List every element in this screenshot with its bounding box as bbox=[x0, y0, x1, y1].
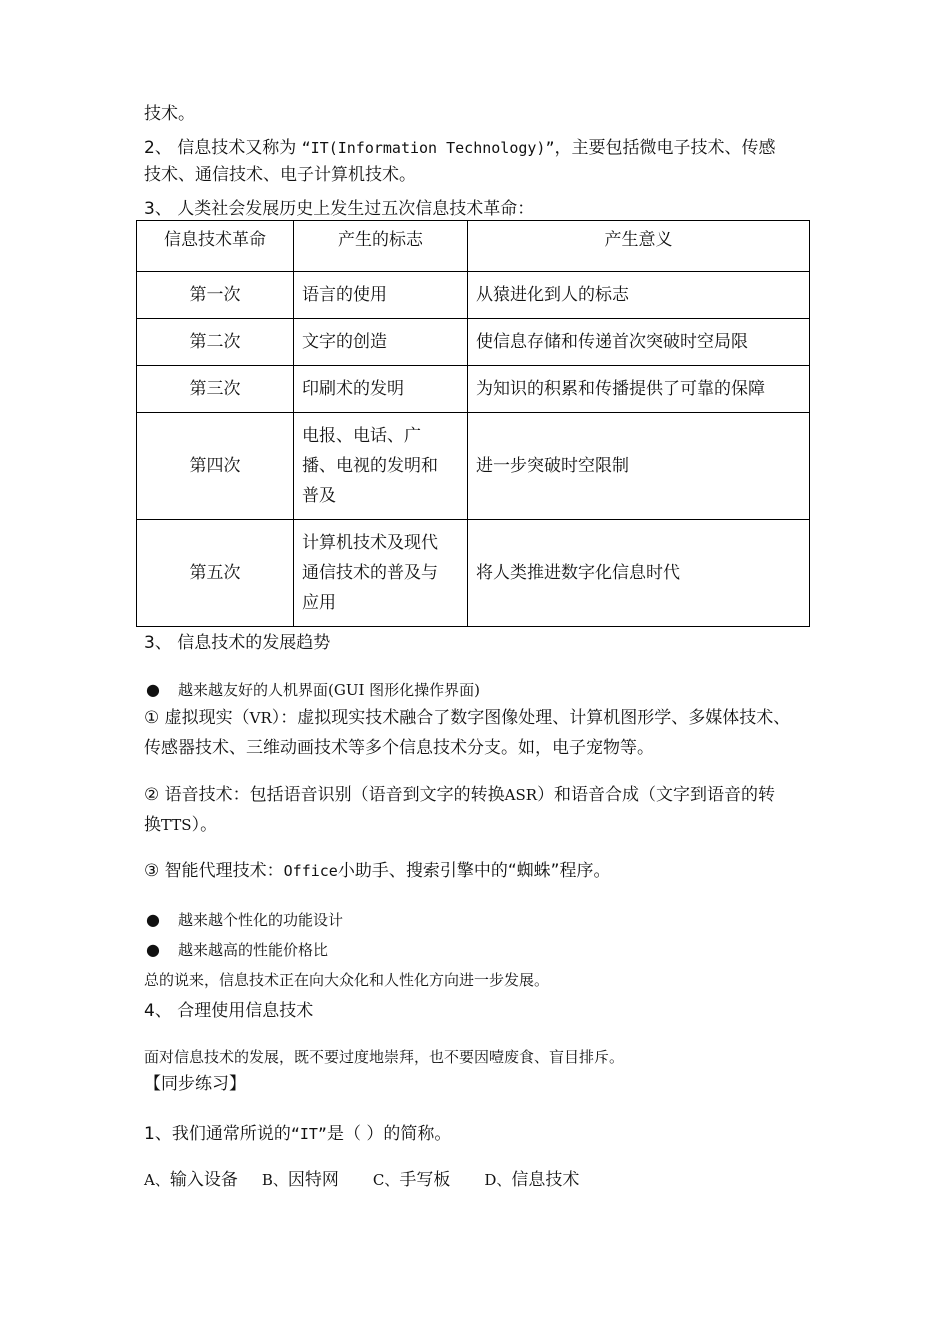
cell-line: 应用 bbox=[302, 593, 336, 613]
revolutions-table bbox=[136, 220, 810, 627]
table-cell bbox=[294, 520, 468, 627]
option-a: 输入设备 bbox=[169, 1170, 238, 1190]
bullet-icon: ● bbox=[146, 680, 160, 699]
table-cell: 第二次 bbox=[137, 319, 294, 366]
option-a-label: A、 bbox=[144, 1171, 170, 1189]
table-cell: 语言的使用 bbox=[294, 272, 468, 319]
speech-text-c: 换 bbox=[144, 815, 161, 835]
table-row bbox=[137, 413, 810, 520]
vr-line-1 bbox=[144, 706, 790, 730]
option-c-label: C、 bbox=[372, 1171, 400, 1189]
bullet-personalized: 越来越个性化的功能设计 bbox=[178, 911, 344, 929]
table-cell: 文字的创造 bbox=[294, 319, 468, 366]
paragraph-4-text: 面对信息技术的发展，既不要过度地崇拜，也不要因噎废食、盲目排斥。 bbox=[144, 1048, 625, 1066]
q1-text-b: 是（ ）的简称。 bbox=[326, 1124, 452, 1144]
table-cell: 印刷术的发明 bbox=[294, 366, 468, 413]
intro-tail: 技术。 bbox=[144, 104, 195, 124]
table-row bbox=[137, 366, 810, 413]
table-cell bbox=[294, 413, 468, 520]
speech-tts: TTS bbox=[161, 816, 192, 834]
table-header-cell: 产生的标志 bbox=[294, 221, 468, 272]
paragraph-2-line-1 bbox=[144, 136, 776, 160]
speech-text-d: ）。 bbox=[191, 815, 218, 835]
cell-line: 电报、电话、广 bbox=[302, 426, 421, 446]
table-cell: 从猿进化到人的标志 bbox=[468, 272, 810, 319]
table-header-row bbox=[137, 221, 810, 272]
speech-text-a: ② 语音技术：包括语音识别（语音到文字的转换 bbox=[144, 785, 505, 805]
vr-line-2: 传感器技术、三维动画技术等多个信息技术分支。如，电子宠物等。 bbox=[144, 738, 654, 758]
paragraph-3-title: 3、 人类社会发展历史上发生过五次信息技术革命： bbox=[144, 199, 535, 219]
bullet-icon: ● bbox=[146, 940, 160, 959]
table-header-cell: 信息技术革命 bbox=[137, 221, 294, 272]
bullet-price-performance: 越来越高的性能价格比 bbox=[178, 941, 329, 959]
agent-text-a: ③ 智能代理技术： bbox=[144, 861, 284, 881]
speech-text-b: ）和语音合成（文字到语音的转 bbox=[537, 785, 776, 805]
trend-title: 3、 信息技术的发展趋势 bbox=[144, 633, 331, 653]
option-b: 因特网 bbox=[287, 1170, 339, 1190]
speech-line-1 bbox=[144, 783, 775, 807]
table-cell: 使信息存储和传递首次突破时空局限 bbox=[468, 319, 810, 366]
table-header-cell: 产生意义 bbox=[468, 221, 810, 272]
summary: 总的说来，信息技术正在向大众化和人性化方向进一步发展。 bbox=[144, 971, 550, 989]
p2-it-term: “IT(Information Technology)” bbox=[301, 139, 555, 157]
q1-it: “IT” bbox=[290, 1125, 327, 1143]
bullet-gui: 越来越友好的人机界面(GUI 图形化操作界面) bbox=[178, 681, 481, 699]
speech-asr: ASR bbox=[504, 786, 538, 804]
bullet-icon: ● bbox=[146, 910, 160, 929]
option-d-label: D、 bbox=[484, 1171, 512, 1189]
question-1 bbox=[144, 1122, 451, 1146]
table-cell: 第五次 bbox=[137, 520, 294, 627]
vr-text-b: ）：虚拟现实技术融合了数字图像处理、计算机图形学、多媒体技术、 bbox=[271, 708, 791, 728]
paragraph-2-line-2: 技术、通信技术、电子计算机技术。 bbox=[144, 165, 416, 185]
vr-text-a: ① 虚拟现实（ bbox=[144, 708, 250, 728]
table-cell: 为知识的积累和传播提供了可靠的保障 bbox=[468, 366, 810, 413]
table-cell: 第三次 bbox=[137, 366, 294, 413]
option-d: 信息技术 bbox=[511, 1170, 580, 1190]
agent-line bbox=[144, 859, 610, 883]
table-cell: 第四次 bbox=[137, 413, 294, 520]
table-row bbox=[137, 520, 810, 627]
table-cell: 将人类推进数字化信息时代 bbox=[468, 520, 810, 627]
q1-text-a: 1、我们通常所说的 bbox=[144, 1124, 291, 1144]
question-1-options bbox=[144, 1168, 579, 1192]
table-row bbox=[137, 272, 810, 319]
p2-prefix: 2、 信息技术又称为 bbox=[144, 138, 302, 158]
cell-line: 普及 bbox=[302, 486, 336, 506]
paragraph-4-title: 4、 合理使用信息技术 bbox=[144, 1001, 314, 1021]
vr-abbr: VR bbox=[249, 709, 272, 727]
cell-line: 播、电视的发明和 bbox=[302, 456, 438, 476]
cell-line: 通信技术的普及与 bbox=[302, 563, 438, 583]
practice-title: 【同步练习】 bbox=[144, 1074, 246, 1094]
agent-text-b: 小助手、搜索引擎中的“蜘蛛”程序。 bbox=[337, 861, 611, 881]
cell-line: 计算机技术及现代 bbox=[302, 533, 438, 553]
table-row bbox=[137, 319, 810, 366]
table-cell: 第一次 bbox=[137, 272, 294, 319]
p2-suffix: ，主要包括微电子技术、传感 bbox=[554, 138, 776, 158]
table-cell: 进一步突破时空限制 bbox=[468, 413, 810, 520]
agent-office: Office bbox=[283, 862, 338, 880]
speech-line-2 bbox=[144, 813, 217, 837]
option-c: 手写板 bbox=[399, 1170, 451, 1190]
option-b-label: B、 bbox=[261, 1171, 288, 1189]
